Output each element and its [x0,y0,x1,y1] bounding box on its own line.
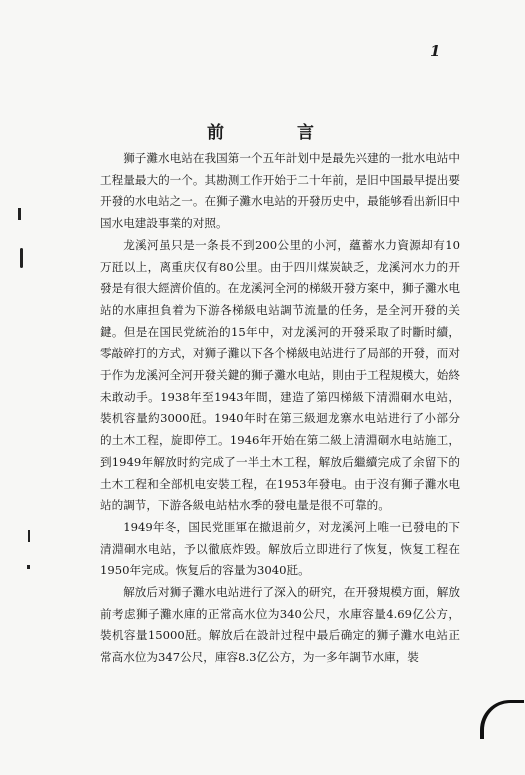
scan-mark [18,208,21,220]
scan-mark [28,530,30,542]
scan-mark [20,248,23,268]
paragraph: 狮子灘水电站在我国第一个五年計划中是最先兴建的一批水电站中工程量最大的一个。其勘测工作开始于二十年前，是旧中国最早提出要开發的水电站之一。在狮子灘水电站的开發历史中，最能够看出新旧中国水电建設事業的对照。 [100,151,460,231]
paragraph: 1949年冬，国民党匪軍在撤退前夕，对龙溪河上唯一已發电的下清淵硐水电站，予以徹底炸毁。解放后立即进行了恢复，恢复工程在1950年完成。恢复后的容量为3040瓩。 [100,519,460,578]
scan-mark [27,565,30,569]
page-title: 前 言 [207,123,342,143]
body-text [100,148,460,669]
page-number: 1 [430,42,441,60]
page-corner-curl [480,700,524,739]
paragraph: 龙溪河虽只是一条長不到200公里的小河，蘊蓄水力資源却有10万瓩以上，离重庆仅有80公里。由于四川煤炭缺乏，龙溪河水力的开發是有很大經濟价值的。在龙溪河全河的梯級开發方案中，狮子灘水电站的水庫担負着为下游各梯級电站調节流量的任务，是全河开發的关鍵。但是在国民党統治的15年中，对龙溪河的开發采取了时斷时續，零敲碎打的方式，对狮子灘以下各个梯級电站进行了局部的开發，而对于作为龙溪河全河开發关鍵的狮子灘水电站，則由于工程規模大，始終未敢动手。1938年至1943年間，建造了第四梯級下清淵硐水电站，裝机容量約3000瓩。1940年时在第三級迴龙寨水电站进行了小部分的土木工程，旋即停工。1946年开始在第二級上清淵硐水电站施工，到1949年解放时約完成了一半土木工程，解放后繼續完成了余留下的土木工程和全部机电安裝工程，在1953年發电。由于沒有狮子灘水电站的調节，下游各級电站枯水季的發电量是很不可靠的。 [100,237,460,513]
paragraph: 解放后对狮子灘水电站进行了深入的研究，在开發規模方面，解放前考虑狮子灘水庫的正常高水位为340公尺，水庫容量4.69亿公方，裝机容量15000瓩。解放后在設計过程中最后确定的狮子灘水电站正常高水位为347公尺，庫容8.3亿公方，为一多年調节水庫，裝 [100,585,460,665]
